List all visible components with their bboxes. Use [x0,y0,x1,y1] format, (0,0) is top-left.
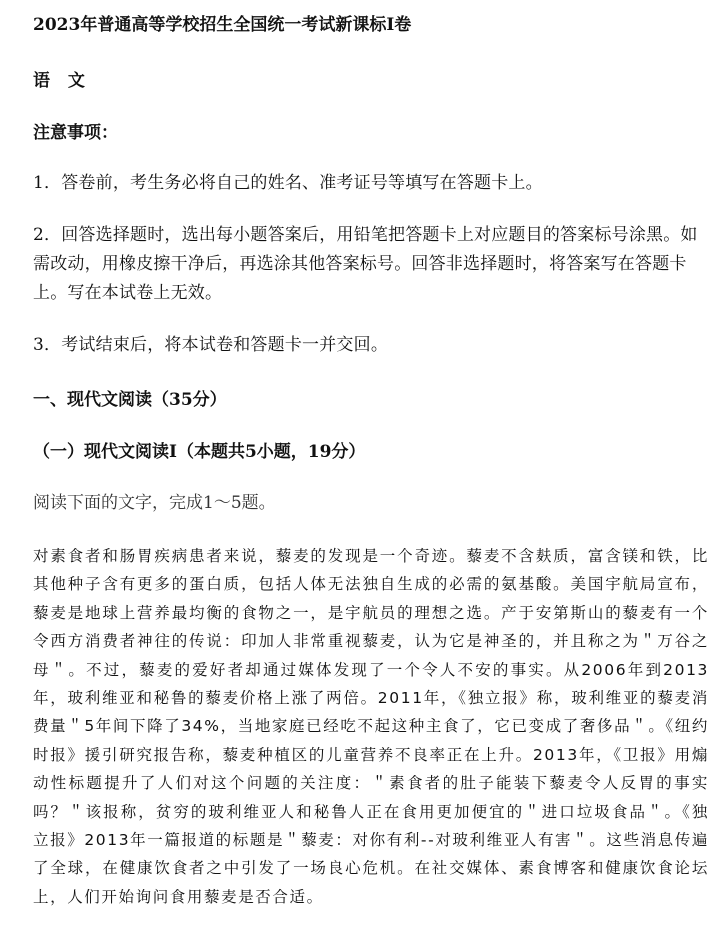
section-heading: 一、现代文阅读（35分） [33,390,227,410]
subject-label: 语 文 [33,71,91,91]
reading-passage: 对素食者和肠胃疾病患者来说，藜麦的发现是一个奇迹。藜麦不含麸质，富含镁和铁，比其他种子含有更多的蛋白质，包括人体无法独自生成的必需的氨基酸。美国宇航局宣布，藜麦是地球上营养最均衡的食物之一，是宇航员的理想之选。产于安第斯山的藜麦有一个令西方消费者神往的传说：印加人非常重视藜麦，认为它是神圣的，并且称之为＂万谷之母＂。不过，藜麦的爱好者却通过媒体发现了一个令人不安的事实。从2006年到2013年，玻利维亚和秘鲁的藜麦价格上涨了两倍。2011年，《独立报》称，玻利维亚的藜麦消费量＂5年间下降了34%，当地家庭已经吃不起这种主食了，它已变成了奢侈品＂。《纽约时报》援引研究报告称，藜麦种植区的儿童营养不良率正在上升。2013年，《卫报》用煽动性标题提升了人们对这个问题的关注度：＂素食者的肚子能装下藜麦令人反胃的事实吗？＂该报称，贫穷的玻利维亚人和秘鲁人正在食用更加便宜的＂进口垃圾食品＂。《独立报》2013年一篇报道的标题是＂藜麦：对你有利--对玻利维亚人有害＂。这些消息传遍了全球，在健康饮食者之中引发了一场良心危机。在社交媒体、素食博客和健康饮食论坛上，人们开始询问食用藜麦是否合适。 [33,547,709,906]
reading-instruction: 阅读下面的文字，完成1～5题。 [33,493,276,513]
notice-item-2: 2．回答选择题时，选出每小题答案后，用铅笔把答题卡上对应题目的答案标号涂黑。如需改动，用橡皮擦干净后，再选涂其他答案标号。回答非选择题时，将答案写在答题卡上。写在本试卷上无效。 [33,225,698,303]
subsection-heading: （一）现代文阅读I（本题共5小题，19分） [33,442,366,462]
notice-heading: 注意事项： [33,123,118,143]
exam-title: 2023年普通高等学校招生全国统一考试新课标I卷 [33,15,412,35]
notice-item-1: 1．答卷前，考生务必将自己的姓名、准考证号等填写在答题卡上。 [33,173,543,193]
notice-item-3: 3．考试结束后，将本试卷和答题卡一并交回。 [33,335,389,355]
